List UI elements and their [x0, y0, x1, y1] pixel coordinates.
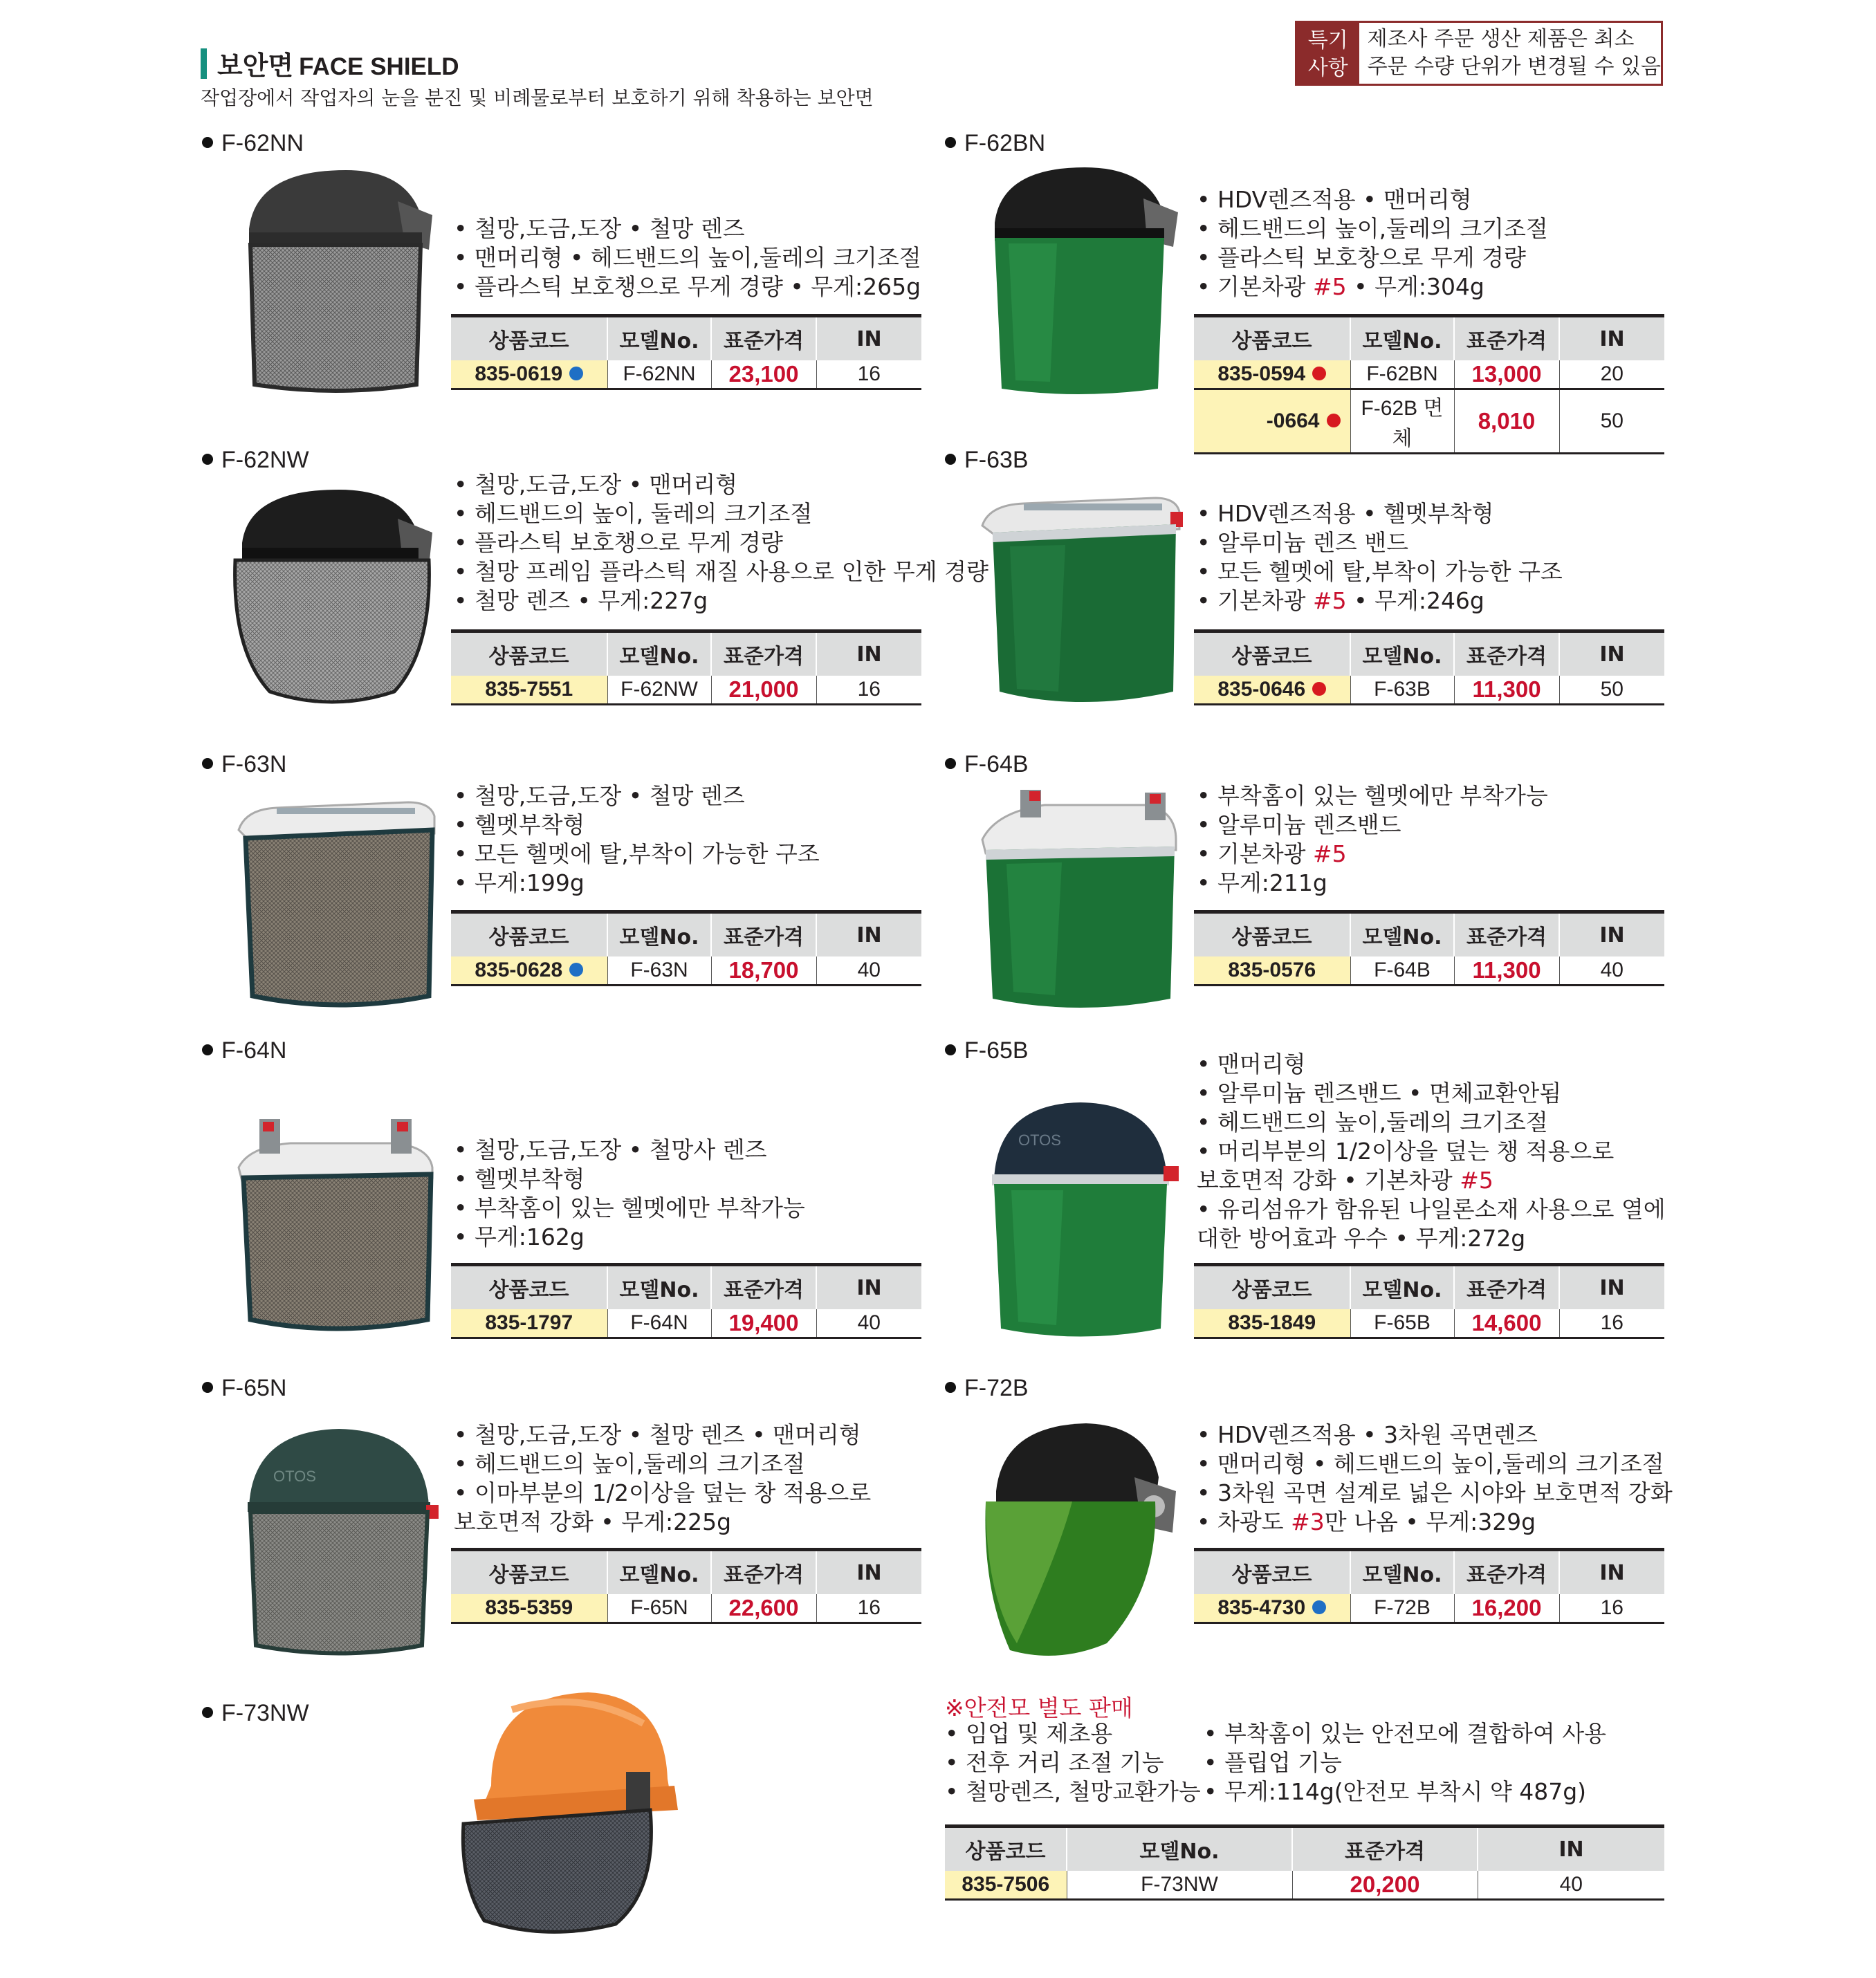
spec-table-f65n — [451, 1548, 921, 1624]
header-price: 표준가격 — [1454, 1550, 1559, 1595]
header-model: 모델No. — [607, 1265, 711, 1310]
bullet-icon — [945, 1044, 956, 1055]
page-subtitle: 작업장에서 작업자의 눈을 분진 및 비례물로부터 보호하기 위해 착용하는 보안면 — [201, 86, 874, 109]
header-model: 모델No. — [1350, 912, 1454, 957]
product-name-text: F-62NW — [221, 447, 309, 473]
header-code: 상품코드 — [451, 912, 607, 957]
header-model: 모델No. — [607, 631, 711, 676]
header-model: 모델No. — [607, 912, 711, 957]
product-name-f64n — [202, 1037, 286, 1064]
feature-line: • 철망,도금,도장 • 철망 렌즈 — [454, 782, 745, 809]
svg-text:OTOS: OTOS — [273, 1468, 316, 1485]
feature-line: 대한 방어효과 우수 • 무게:272g — [1197, 1225, 1526, 1252]
features-f63n — [454, 782, 820, 898]
table-row — [451, 1594, 921, 1623]
price-cell: 21,000 — [711, 676, 816, 705]
feature-text: • 기본차광 — [1197, 587, 1313, 614]
feature-line: • 이마부분의 1/2이상을 덮는 창 적용으로 — [454, 1479, 872, 1506]
table-row — [451, 1309, 921, 1338]
header-price: 표준가격 — [711, 631, 816, 676]
product-code: -0664 — [1266, 409, 1320, 432]
product-name-f65b — [945, 1037, 1029, 1064]
model-cell: F-64B — [1350, 956, 1454, 986]
table-row — [1194, 956, 1664, 986]
feature-line: • 알루미늄 렌즈밴드 • 면체교환안됨 — [1197, 1080, 1562, 1107]
header-price: 표준가격 — [711, 912, 816, 957]
features-f64b — [1197, 782, 1548, 898]
notice-label-line-1: 특기 — [1307, 28, 1348, 53]
feature-line — [1197, 272, 1548, 302]
spec-table-f62nn — [451, 314, 921, 390]
product-name-f64b — [945, 751, 1029, 778]
model-cell: F-62B 면체 — [1350, 389, 1454, 454]
product-name-text: F-62NN — [221, 130, 304, 156]
features-f65b — [1197, 1050, 1666, 1253]
product-name-text: F-64N — [221, 1037, 287, 1064]
header-price: 표준가격 — [1454, 631, 1559, 676]
feature-line: • 철망렌즈, 철망교환가능 — [945, 1778, 1201, 1805]
header-in: IN — [1559, 1550, 1664, 1595]
feature-text: 보호면적 강화 • 기본차광 — [1197, 1167, 1460, 1194]
feature-line: • 플라스틱 보호창으로 무게 경량 — [1197, 244, 1526, 271]
table-row — [945, 1871, 1664, 1900]
header-in: IN — [816, 316, 921, 361]
product-name-f62nw — [202, 447, 309, 474]
header-code: 상품코드 — [451, 631, 607, 676]
in-cell: 16 — [816, 360, 921, 389]
feature-text: 만 나옴 • 무게:329g — [1324, 1508, 1536, 1535]
notice-text-line-2: 주문 수량 단위가 변경될 수 있음 — [1367, 55, 1661, 79]
face-shield-cap-mesh-image — [235, 1421, 443, 1663]
feature-line: • 헤드밴드의 높이,둘레의 크기조절 — [1197, 215, 1548, 242]
spec-table-f64n — [451, 1263, 921, 1339]
features-f72b — [1197, 1421, 1673, 1537]
product-code-cell — [1194, 360, 1350, 389]
svg-text:OTOS: OTOS — [1018, 1131, 1061, 1149]
feature-line: • 부착홈이 있는 헬멧에만 부착가능 — [454, 1194, 805, 1221]
features-f64n — [454, 1136, 805, 1252]
header-in: IN — [816, 1265, 921, 1310]
header-model: 모델No. — [1067, 1827, 1292, 1871]
in-cell: 16 — [1559, 1309, 1664, 1338]
feature-text: • 기본차광 — [1197, 273, 1313, 300]
in-cell: 16 — [816, 1594, 921, 1623]
helmet-mesh-visor-image — [443, 1682, 685, 1945]
feature-line: • 철망,도금,도장 • 철망사 렌즈 — [454, 1136, 767, 1163]
product-code: 835-0594 — [1217, 362, 1306, 385]
title-english: FACE SHIELD — [299, 53, 459, 80]
header-code: 상품코드 — [1194, 912, 1350, 957]
header-price: 표준가격 — [1454, 912, 1559, 957]
features-f63b — [1197, 499, 1563, 616]
feature-text: • 무게:304g — [1346, 273, 1484, 300]
model-cell: F-73NW — [1067, 1871, 1292, 1900]
product-code-cell — [1194, 389, 1350, 454]
red-dot-icon — [1327, 414, 1341, 427]
price-cell: 18,700 — [711, 956, 816, 986]
feature-line: • 철망,도금,도장 • 철망 렌즈 • 맨머리형 — [454, 1421, 861, 1448]
header-price: 표준가격 — [711, 1265, 816, 1310]
title-accent-bar — [201, 48, 207, 79]
header-model: 모델No. — [1350, 316, 1454, 361]
feature-line: • 철망 프레임 플라스틱 재질 사용으로 인한 무게 경량 — [454, 558, 988, 585]
feature-line — [1197, 1166, 1666, 1195]
bullet-icon — [945, 454, 956, 465]
product-code: 835-0646 — [1217, 678, 1306, 701]
blue-dot-icon — [569, 367, 583, 380]
product-name-text: F-65N — [221, 1375, 287, 1401]
feature-line: • 헤드밴드의 높이, 둘레의 크기조절 — [454, 500, 813, 527]
product-name-f73nw — [202, 1700, 309, 1727]
face-shield-3d-curved-image — [968, 1415, 1190, 1671]
model-cell: F-62NW — [607, 676, 711, 705]
face-shield-mesh-image — [235, 163, 436, 398]
product-code: 835-0619 — [475, 362, 563, 385]
feature-line: • 헬멧부착형 — [454, 811, 585, 838]
feature-line: • 임업 및 제초용 — [945, 1720, 1113, 1747]
header-model: 모델No. — [607, 316, 711, 361]
feature-line: • 무게:114g(안전모 부착시 약 487g) — [1204, 1778, 1587, 1805]
blue-dot-icon — [1312, 1600, 1326, 1614]
feature-line: • 유리섬유가 함유된 나일론소재 사용으로 열에 — [1197, 1196, 1666, 1223]
spec-table-f62nw — [451, 629, 921, 705]
feature-line: • 플라스틱 보호챙으로 무게 경량 • 무게:265g — [454, 273, 921, 300]
feature-line: • HDV렌즈적용 • 맨머리형 — [1197, 186, 1472, 213]
in-cell: 40 — [816, 1309, 921, 1338]
product-name-f62bn — [945, 130, 1045, 157]
notice-text-line-1: 제조사 주문 생산 제품은 최소 — [1367, 27, 1635, 51]
feature-line: • 알루미늄 렌즈밴드 — [1197, 811, 1401, 838]
model-cell: F-62NN — [607, 360, 711, 389]
table-row — [1194, 360, 1664, 389]
price-cell: 19,400 — [711, 1309, 816, 1338]
header-in: IN — [1559, 316, 1664, 361]
feature-line: • 부착홈이 있는 안전모에 결합하여 사용 — [1204, 1720, 1606, 1747]
model-cell: F-64N — [607, 1309, 711, 1338]
face-shield-helmet-slot-mesh-image — [228, 1112, 443, 1340]
feature-line: • 무게:211g — [1197, 869, 1327, 896]
model-cell: F-63N — [607, 956, 711, 986]
table-row — [1194, 389, 1664, 454]
bullet-icon — [202, 758, 213, 769]
feature-line: • 헤드밴드의 높이,둘레의 크기조절 — [1197, 1109, 1548, 1136]
spec-table-f72b — [1194, 1548, 1664, 1624]
feature-line: • 모든 헬멧에 탈,부착이 가능한 구조 — [1197, 558, 1563, 585]
feature-line: • 맨머리형 — [1197, 1051, 1306, 1078]
header-in: IN — [1559, 912, 1664, 957]
product-name-text: F-72B — [964, 1375, 1029, 1401]
spec-table-f64b — [1194, 910, 1664, 986]
in-cell: 20 — [1559, 360, 1664, 389]
feature-line: • 철망,도금,도장 • 철망 렌즈 — [454, 215, 745, 242]
header-in: IN — [1478, 1827, 1664, 1871]
feature-line — [1197, 840, 1548, 869]
price-cell: 8,010 — [1454, 389, 1559, 454]
red-dot-icon — [1312, 682, 1326, 696]
face-shield-helmet-slot-green-image — [968, 784, 1190, 1019]
in-cell: 40 — [1559, 956, 1664, 986]
face-shield-helmet-mount-green-image — [968, 484, 1190, 719]
features-f73nw-right — [1204, 1719, 1606, 1806]
table-row — [451, 360, 921, 389]
title-korean: 보안면 — [217, 50, 294, 81]
product-code-cell: 835-0576 — [1194, 956, 1350, 986]
shade-number: #5 — [1460, 1167, 1493, 1194]
product-name-f63n — [202, 751, 286, 778]
in-cell: 50 — [1559, 676, 1664, 705]
header-in: IN — [1559, 1265, 1664, 1310]
header-in: IN — [1559, 631, 1664, 676]
shade-number: #5 — [1312, 273, 1347, 300]
model-cell: F-65N — [607, 1594, 711, 1623]
feature-line: • 헬멧부착형 — [454, 1165, 585, 1192]
feature-line: • 전후 거리 조절 기능 — [945, 1749, 1164, 1776]
spec-table-f65b — [1194, 1263, 1664, 1339]
in-cell: 40 — [1478, 1871, 1664, 1900]
feature-line: • HDV렌즈적용 • 헬멧부착형 — [1197, 500, 1494, 527]
face-shield-green-image — [974, 160, 1181, 403]
product-name-text: F-62BN — [964, 130, 1046, 156]
header-price: 표준가격 — [1454, 1265, 1559, 1310]
model-cell: F-62BN — [1350, 360, 1454, 389]
price-cell: 11,300 — [1454, 676, 1559, 705]
model-cell: F-63B — [1350, 676, 1454, 705]
table-row — [1194, 1309, 1664, 1338]
header-code: 상품코드 — [451, 316, 607, 361]
spec-table-f62bn — [1194, 314, 1664, 454]
product-name-f72b — [945, 1375, 1029, 1402]
feature-line — [1197, 1508, 1673, 1537]
bullet-icon — [945, 137, 956, 148]
header-code: 상품코드 — [1194, 1265, 1350, 1310]
face-shield-cap-green-image — [977, 1090, 1184, 1346]
product-code-cell — [1194, 676, 1350, 705]
feature-line: • 맨머리형 • 헤드밴드의 높이,둘레의 크기조절 — [454, 244, 921, 271]
table-row — [451, 956, 921, 986]
note-helmet-sold-separately: ※안전모 별도 판매 — [945, 1694, 1133, 1721]
table-row — [451, 676, 921, 705]
table-row — [1194, 1594, 1664, 1623]
product-name-text: F-63N — [221, 751, 287, 777]
in-cell: 16 — [816, 676, 921, 705]
product-code-cell: 835-5359 — [451, 1594, 607, 1623]
header-code: 상품코드 — [1194, 631, 1350, 676]
feature-text: • 기본차광 — [1197, 840, 1313, 867]
product-code: 835-4730 — [1217, 1596, 1306, 1619]
feature-line: • 무게:162g — [454, 1223, 585, 1250]
feature-line: • 맨머리형 • 헤드밴드의 높이,둘레의 크기조절 — [1197, 1450, 1664, 1477]
feature-line: • 모든 헬멧에 탈,부착이 가능한 구조 — [454, 840, 820, 867]
product-code-cell: 835-1849 — [1194, 1309, 1350, 1338]
features-f62bn — [1197, 185, 1548, 302]
feature-line: 보호면적 강화 • 무게:225g — [454, 1508, 732, 1535]
bullet-icon — [202, 137, 213, 148]
product-name-text: F-65B — [964, 1037, 1029, 1064]
spec-table-f63b — [1194, 629, 1664, 705]
feature-line: • 무게:199g — [454, 869, 585, 896]
product-code-cell — [451, 956, 607, 986]
header-model: 모델No. — [1350, 1265, 1454, 1310]
feature-line: • 헤드밴드의 높이,둘레의 크기조절 — [454, 1450, 805, 1477]
bullet-icon — [202, 1044, 213, 1055]
face-shield-mesh-wide-image — [221, 484, 443, 712]
feature-line: • 플립업 기능 — [1204, 1749, 1342, 1776]
product-name-text: F-63B — [964, 447, 1029, 473]
header-code: 상품코드 — [945, 1827, 1067, 1871]
header-price: 표준가격 — [1292, 1827, 1478, 1871]
shade-number: #5 — [1312, 587, 1347, 614]
header-price: 표준가격 — [711, 316, 816, 361]
product-code-cell: 835-1797 — [451, 1309, 607, 1338]
feature-line: • 머리부분의 1/2이상을 덮는 챙 적용으로 — [1197, 1138, 1615, 1165]
features-f62nw — [454, 470, 988, 616]
product-code: 835-0628 — [475, 959, 563, 981]
in-cell: 16 — [1559, 1594, 1664, 1623]
feature-line: • 철망,도금,도장 • 맨머리형 — [454, 471, 738, 498]
in-cell: 40 — [816, 956, 921, 986]
header-code: 상품코드 — [451, 1550, 607, 1595]
table-row — [1194, 676, 1664, 705]
product-name-f62nn — [202, 130, 304, 157]
feature-line: • 3차원 곡면 설계로 넓은 시야와 보호면적 강화 — [1197, 1479, 1673, 1506]
product-name-f63b — [945, 447, 1029, 474]
product-code-cell — [451, 360, 607, 389]
notice-label — [1297, 23, 1359, 84]
header-price: 표준가격 — [1454, 316, 1559, 361]
features-f65n — [454, 1421, 871, 1537]
bullet-icon — [202, 1382, 213, 1393]
model-cell: F-72B — [1350, 1594, 1454, 1623]
page-title — [217, 44, 459, 82]
header-code: 상품코드 — [451, 1265, 607, 1310]
product-name-text: F-73NW — [221, 1700, 309, 1726]
feature-line: • 부착홈이 있는 헬멧에만 부착가능 — [1197, 782, 1548, 809]
bullet-icon — [202, 1707, 213, 1718]
red-dot-icon — [1312, 367, 1326, 380]
features-f73nw-left — [945, 1719, 1201, 1806]
header-in: IN — [816, 912, 921, 957]
price-cell: 22,600 — [711, 1594, 816, 1623]
product-code-cell: 835-7506 — [945, 1871, 1067, 1900]
notice-text — [1359, 23, 1661, 84]
product-name-f65n — [202, 1375, 286, 1402]
features-f62nn — [454, 214, 921, 302]
bullet-icon — [202, 454, 213, 465]
model-cell: F-65B — [1350, 1309, 1454, 1338]
feature-line: • 알루미늄 렌즈 밴드 — [1197, 529, 1408, 556]
feature-line: • 플라스틱 보호챙으로 무게 경량 — [454, 529, 783, 556]
header-model: 모델No. — [1350, 631, 1454, 676]
header-model: 모델No. — [607, 1550, 711, 1595]
header-in: IN — [816, 631, 921, 676]
header-price: 표준가격 — [711, 1550, 816, 1595]
price-cell: 13,000 — [1454, 360, 1559, 389]
special-notice-box — [1295, 21, 1663, 86]
spec-table-f73nw — [945, 1824, 1664, 1901]
price-cell: 16,200 — [1454, 1594, 1559, 1623]
product-name-text: F-64B — [964, 751, 1029, 777]
feature-text: • 차광도 — [1197, 1508, 1291, 1535]
feature-line: • 철망 렌즈 • 무게:227g — [454, 587, 708, 614]
product-code-cell — [1194, 1594, 1350, 1623]
header-in: IN — [816, 1550, 921, 1595]
notice-label-line-2: 사항 — [1307, 56, 1348, 80]
header-code: 상품코드 — [1194, 316, 1350, 361]
header-model: 모델No. — [1350, 1550, 1454, 1595]
price-cell: 14,600 — [1454, 1309, 1559, 1338]
feature-line — [1197, 586, 1563, 616]
in-cell: 50 — [1559, 389, 1664, 454]
face-shield-helmet-mount-mesh-image — [228, 795, 443, 1017]
shade-number: #3 — [1291, 1508, 1325, 1535]
header-code: 상품코드 — [1194, 1550, 1350, 1595]
price-cell: 23,100 — [711, 360, 816, 389]
bullet-icon — [945, 758, 956, 769]
price-cell: 20,200 — [1292, 1871, 1478, 1900]
feature-text: • 무게:246g — [1346, 587, 1484, 614]
spec-table-f63n — [451, 910, 921, 986]
bullet-icon — [945, 1382, 956, 1393]
price-cell: 11,300 — [1454, 956, 1559, 986]
feature-line: • HDV렌즈적용 • 3차원 곡면렌즈 — [1197, 1421, 1538, 1448]
blue-dot-icon — [569, 963, 583, 977]
product-code-cell: 835-7551 — [451, 676, 607, 705]
shade-number: #5 — [1312, 840, 1347, 867]
